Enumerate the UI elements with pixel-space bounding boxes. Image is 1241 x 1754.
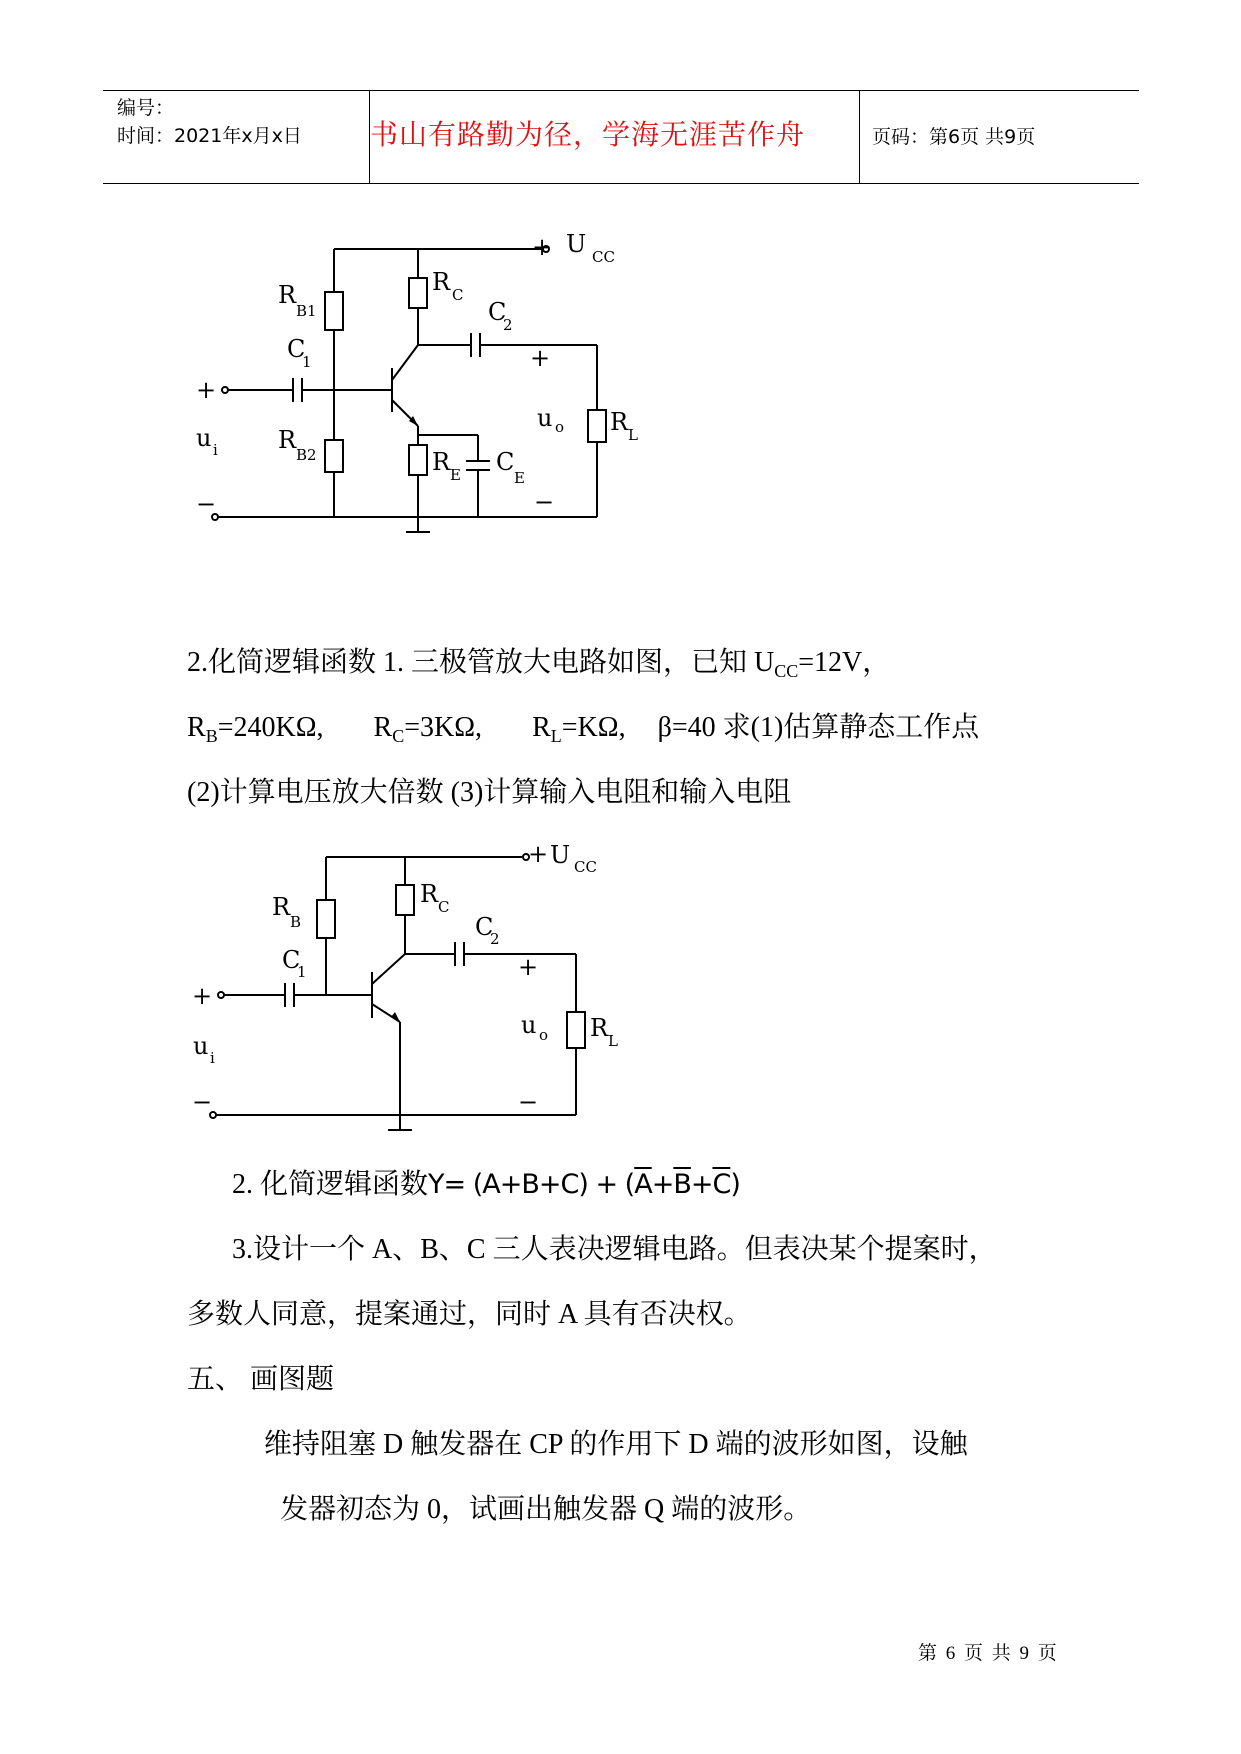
c2-ui-sub: i [210,1049,215,1067]
header-number-label: 编号： [117,97,175,119]
c1-out-minus: − [534,488,555,516]
c1-ce-label: C [496,448,515,476]
c2-c2-label: C [475,913,494,941]
c1-uo-sub: o [555,418,565,436]
formula-plus-1: + [651,1169,674,1200]
c1-rl-label: R [610,408,629,436]
c2-ucc-sub: CC [574,858,597,876]
formula-part-a: Y= (A+B+C) + ( [428,1169,635,1200]
c1-rc-label: R [432,268,451,296]
c2-ucc-label: U [550,841,571,869]
c2-out-plus: + [518,953,539,981]
rb-sub: B [205,726,218,746]
c2-in-minus: − [192,1088,213,1116]
beta-and-task: β=40 求(1)估算静态工作点 [657,712,980,743]
c2-ui-label: u [193,1032,209,1060]
c2-ucc-plus: + [528,840,549,868]
rb-label: R [187,712,206,743]
question-line-1-b: =12V， [798,647,891,678]
formula-c-bar: $\overline{C}$ [712,1169,731,1200]
formula-a-bar: $\overline{A}$ [634,1169,652,1200]
question-line-3: (2)计算电压放大倍数 (3)计算输入电阻和输入电阻 [187,777,792,808]
question-line-1-sub: CC [774,661,799,681]
section-5-line-2: 发器初态为 0，试画出触发器 Q 端的波形。 [280,1494,812,1525]
c1-ui-label: u [196,424,212,452]
formula-b-bar: $\overline{B}$ [673,1169,691,1200]
c1-ce-sub: E [514,469,525,487]
c2-c2-sub: 2 [490,930,500,948]
question-3-line-2: 多数人同意，提案通过，同时 A 具有否决权。 [187,1299,752,1330]
c1-ucc-label: U [566,230,587,258]
header-time-label: 时间：2021年x月x日 [117,125,302,147]
formula-close: ) [730,1169,740,1200]
c1-rb1-sub: B1 [296,302,317,320]
c1-in-plus: + [196,376,217,404]
c1-rl-sub: L [628,426,638,444]
rl-value: =KΩ, [561,712,626,743]
question-line-1-a: 2.化简逻辑函数 1. 三极管放大电路如图，已知 U [187,647,775,678]
rb-value: =240KΩ, [217,712,324,743]
c1-in-minus: − [196,490,217,518]
c2-rl-sub: L [608,1032,618,1050]
c1-rb2-sub: B2 [296,446,317,464]
section-5-heading: 五、 画图题 [187,1364,335,1395]
c2-uo-label: u [521,1011,537,1039]
c1-out-plus: + [530,344,551,372]
c1-rc-sub: C [452,286,464,304]
c1-re-label: R [432,448,451,476]
question-3-line-1: 3.设计一个 A、B、C 三人表决逻辑电路。但表决某个提案时， [232,1234,997,1265]
header-motto: 书山有路勤为径，学海无涯苦作舟 [370,118,806,151]
section-5-line-1: 维持阻塞 D 触发器在 CP 的作用下 D 端的波形如图，设触 [264,1429,968,1460]
c1-c2-sub: 2 [503,316,513,334]
c1-c1-sub: 1 [302,353,312,371]
rl-label: R [532,712,551,743]
rc-sub: C [392,726,405,746]
c1-uo-label: u [537,404,553,432]
c2-rc-label: R [420,880,439,908]
logic-formula [428,1169,740,1200]
c2-rc-sub: C [438,898,450,916]
c2-out-minus: − [518,1088,539,1116]
question-2 [232,1167,740,1203]
c2-c1-sub: 1 [297,963,307,981]
c1-c1-label: C [287,335,306,363]
c2-c1-label: C [282,946,301,974]
c1-re-sub: E [450,466,461,484]
rc-label: R [373,712,393,743]
footer-page-number: 第 6 页 共 9 页 [918,1643,1059,1664]
rc-value: =3KΩ, [404,712,483,743]
c2-rl-label: R [590,1014,609,1042]
c2-uo-sub: o [539,1026,549,1044]
c1-ucc-sub: CC [592,248,615,266]
rl-sub: L [550,726,562,746]
header-page-info: 页码：第6页 共9页 [872,126,1036,148]
question-2-prefix: 2. 化简逻辑函数 [232,1169,429,1200]
c1-rb2-label: R [278,426,297,454]
formula-plus-2: + [690,1169,713,1200]
c1-ui-sub: i [213,441,218,459]
c1-ucc-plus: + [532,233,553,261]
c2-in-plus: + [192,982,213,1010]
c2-rb-sub: B [290,913,302,931]
c1-rb1-label: R [278,281,297,309]
c1-c2-label: C [488,298,507,326]
c2-rb-label: R [272,893,291,921]
